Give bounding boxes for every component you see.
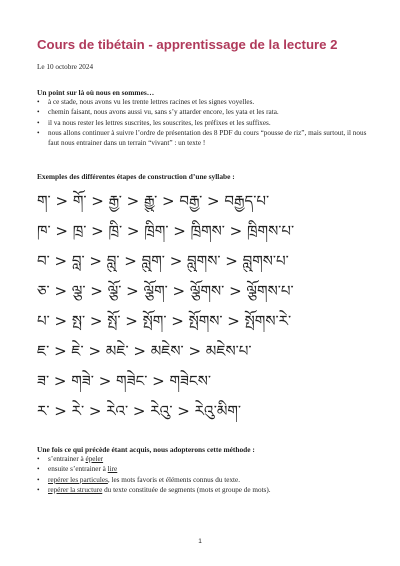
list-item (37, 454, 372, 464)
list-item: • chemin faisant, nous avons aussi vu, sans s’y attarder encore, les yata et les rata. (37, 107, 372, 117)
syllabe-row-4 (37, 280, 367, 302)
syllabe-row-6 (37, 340, 367, 362)
page-number: 1 (198, 538, 202, 545)
syllabe-row-text: ཟ་ > གཟེ་ > གཟེང་ > གཟེངས་ (37, 372, 211, 390)
epeler-link[interactable]: épeler (85, 455, 104, 463)
syllabe-row-7 (37, 370, 367, 392)
syllabe-row-8 (37, 400, 367, 422)
syllabe-row-text: བ་ > བླ་ > བླུ་ > བླུག་ > བླུགས་ > བླུགས་པ་ (37, 252, 289, 270)
item-text: ensuite s’entrainer à (48, 465, 108, 474)
list-item (37, 464, 372, 474)
list-item (37, 485, 372, 495)
syllabe-row-5 (37, 310, 367, 332)
method-heading: Une fois ce qui précède étant acquis, nous adopterons cette méthode : (37, 445, 255, 454)
syllabe-row-text: ག་ > གོ་ > རྒྱ་ > རྒྱུ་ > བརྒྱ་ > བརྒྱད་པ་ (37, 192, 270, 210)
list-item: • il va nous rester les lettres suscrites, les souscrites, les préfixes et les suffixes. (37, 118, 372, 128)
syllabe-row-text: ཅ་ > ལྕ་ > ལྕོ་ > ལྕོག་ > ལྕོགས་ > ལྕོགས་པ་ (37, 282, 294, 300)
syllabe-row-text: ཇ་ > ཇེ་ > མཇེ་ > མཇེས་ > མཇེས་པ་ (37, 342, 252, 360)
examples-heading: Exemples des différentes étapes de construction d’une syllabe : (37, 172, 235, 181)
structure-link[interactable]: repérer la structure (48, 485, 103, 494)
document-date: Le 10 octobre 2024 (37, 63, 94, 71)
list-item: • nous allons continuer à suivre l’ordre de présentation des 8 PDF du cours “pousse de riz”, mais surtout, il nous faut nous entrainer dans un terrain “vivant” : un texte ! (37, 128, 372, 149)
method-list (37, 454, 372, 495)
syllabe-row-text: པ་ > སྤ་ > སྤོ་ > སྤོག་ > སྤོགས་ > སྤོགས་རེ་ (37, 312, 292, 330)
point-list (37, 97, 372, 148)
syllabe-row-text: ར་ > རེ་ > རེའ་ > རེའུ་ > རེའུ་མིག་ (37, 402, 242, 420)
page-title: Cours de tibétain - apprentissage de la lecture 2 (37, 37, 338, 52)
item-text: du texte constituée de segments (mots et groupe de mots). (102, 485, 271, 494)
lire-link[interactable]: lire (107, 465, 118, 474)
syllabe-row-text: ཁ་ > ཁྲ་ > ཁྲི་ > ཁྲིག་ > ཁྲིགས་ > ཁྲིགས་པ་ (37, 222, 295, 240)
point-heading: Un point sur là où nous en sommes… (37, 88, 155, 97)
item-text: , les mots favoris et éléments connus du texte. (107, 475, 241, 484)
syllabe-row-1 (37, 190, 367, 212)
list-item (37, 475, 372, 485)
list-item: • à ce stade, nous avons vu les trente lettres racines et les signes voyelles. (37, 97, 372, 107)
particules-link[interactable]: repérer les particules (48, 475, 108, 484)
syllabe-row-3 (37, 250, 367, 272)
syllabe-row-2 (37, 220, 367, 242)
item-text: s’entrainer à (48, 455, 86, 463)
